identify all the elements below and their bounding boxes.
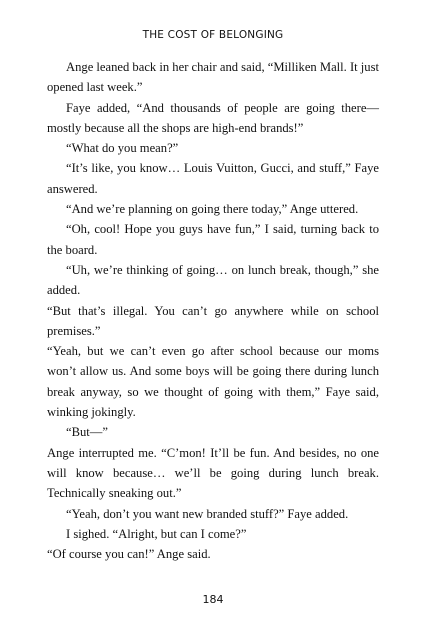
- paragraph: “Yeah, don’t you want new branded stuff?” Faye added.: [66, 506, 349, 521]
- paragraph: “Yeah, but we can’t even go after school because our moms won’t allow us. And some boys will be going there during lunch break anyway, so we thought of going with them,” Faye said, winking jokingly.: [47, 344, 379, 420]
- paragraph: I sighed. “Alright, but can I come?”: [66, 526, 247, 541]
- page-body: [47, 57, 379, 564]
- paragraph: “But that’s illegal. You can’t go anywhere while on school premises.”: [47, 303, 379, 338]
- paragraph: “Uh, we’re thinking of going… on lunch break, though,” she added.: [47, 262, 379, 298]
- paragraph: “Of course you can!” Ange said.: [47, 547, 211, 562]
- page-number: 184: [202, 593, 224, 606]
- paragraph: “It’s like, you know… Louis Vuitton, Gucci, and stuff,” Faye answered.: [47, 161, 379, 196]
- paragraph: Ange interrupted me. “C’mon! It’ll be fun. And besides, no one will know because… we’ll be going during lunch break. Technically sneaking out.”: [47, 445, 379, 501]
- paragraph: Faye added, “And thousands of people are going there—mostly because all the shops are high-end brands!”: [47, 100, 379, 135]
- running-header: THE COST OF BELONGING: [142, 29, 284, 41]
- paragraph: “What do you mean?”: [66, 141, 179, 156]
- paragraph: Ange leaned back in her chair and said, “Milliken Mall. It just opened last week.”: [47, 60, 379, 95]
- paragraph: “Oh, cool! Hope you guys have fun,” I said, turning back to the board.: [47, 222, 379, 257]
- paragraph: “But—”: [66, 425, 108, 440]
- paragraph: “And we’re planning on going there today,” Ange uttered.: [66, 202, 359, 217]
